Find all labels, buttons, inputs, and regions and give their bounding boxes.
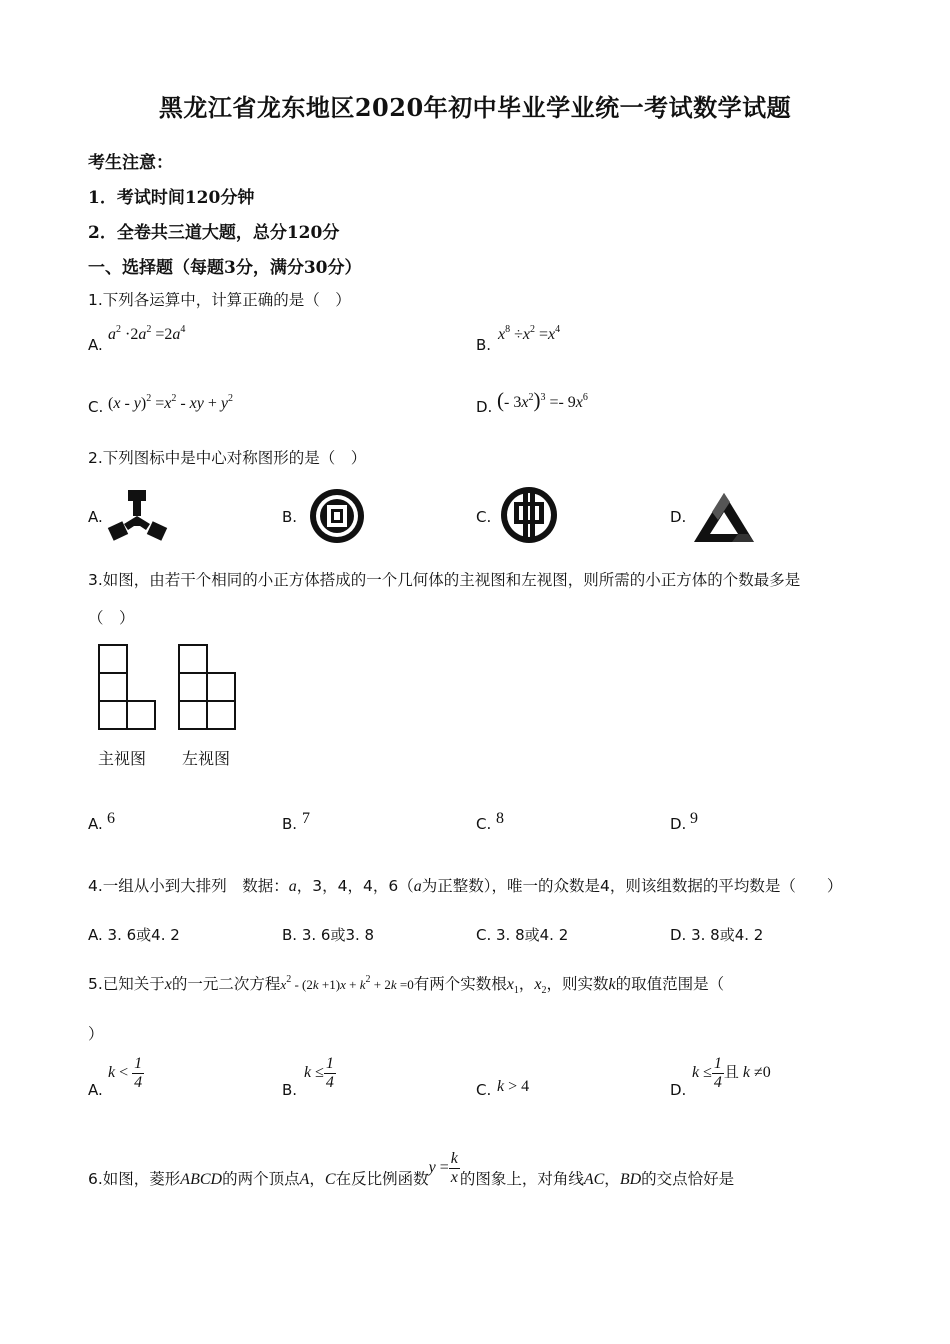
q2-option-b-icon [306,486,368,546]
q1-option-c-math: $(x - y)^2 =x^2$ - xy + $y^2$ [108,393,234,412]
q5-option-d-math: k ≤ $\frac{1}{4}$ 且 k ≠0 [692,1055,771,1091]
q3-stem-cont: （ ） [88,609,135,627]
notice-item-2: 2．全卷共三道大题，总分120分 [88,223,340,243]
q3-option-d-label: D. [670,815,687,833]
q5-option-c-label: C. [476,1081,492,1099]
q6-stem: 6.如图，菱形ABCD的两个顶点A，C在反比例函数y = $\frac{k}{x}$ 的图象上，对角线AC，BD的交点恰好是 [88,1150,735,1189]
q3-option-d-value: 9 [690,810,698,827]
q5-option-c-math: k > 4 [497,1078,530,1095]
q2-option-a-label: A. [88,508,103,526]
q1-option-a-math: $a^2 \cdot 2a^2 =2a^4$ [108,324,186,343]
q2-option-c-icon [498,484,560,546]
q4-option-c: C. 3. 8或4. 2 [476,926,569,944]
q3-option-b-value: 7 [302,810,310,827]
q5-stem: 5.已知关于x的一元二次方程$x^2 - (2k +1)x + k^2 + 2k =0$有两个实数根$x_1$，$x_2$，则实数k的取值范围是（ [88,974,725,996]
q4-option-a: A. 3. 6或4. 2 [88,926,180,944]
q3-option-c-value: 8 [496,810,504,827]
q5-option-b-math: k ≤ $\frac{1}{4}$ [304,1055,334,1091]
q3-stem: 3.如图，由若干个相同的小正方体搭成的一个几何体的主视图和左视图，则所需的小正方体的个数最多是 [88,571,801,589]
q5-stem-cont: ） [88,1025,104,1043]
q2-option-a-icon [106,488,170,544]
q4-stem: 4.一组从小到大排列 数据：a，3，4，4，6（a为正整数），唯一的众数是4，则该组数据的平均数是（ ） [88,877,843,895]
notice-heading: 考生注意： [88,153,173,173]
section-heading: 一、选择题（每题3分，满分30分） [88,258,362,278]
page-title: 黑龙江省龙东地区2020年初中毕业学业统一考试数学试题 [158,93,792,122]
q1-option-d-math: (- $3x^2)^3 =- 9x^6$ [497,388,588,412]
q5-option-a-label: A. [88,1081,103,1099]
q3-option-a-label: A. [88,815,103,833]
q2-option-c-label: C. [476,508,492,526]
q2-option-d-icon [692,490,756,546]
q1-option-a-label: A. [88,336,103,354]
q1-option-b-math: $x^8 \div x^2 =x^4$ [498,324,561,343]
q1-option-b-label: B. [476,336,492,354]
q3-front-caption: 主视图 [98,749,147,768]
q5-option-a-math: k < $\frac{1}{4}$ [108,1055,143,1091]
q3-option-c-label: C. [476,815,492,833]
q3-left-caption: 左视图 [182,749,231,768]
q2-stem: 2.下列图标中是中心对称图形的是（ ） [88,449,367,467]
q4-option-d: D. 3. 8或4. 2 [670,926,764,944]
q5-option-b-label: B. [282,1081,298,1099]
q3-option-b-label: B. [282,815,298,833]
q2-option-b-label: B. [282,508,298,526]
q3-left-view [176,642,240,734]
q5-option-d-label: D. [670,1081,687,1099]
q3-option-a-value: 6 [107,810,115,827]
q3-front-view [96,642,160,734]
notice-item-1: 1．考试时间120分钟 [88,188,255,208]
q1-option-d-label: D. [476,398,493,416]
q1-option-c-label: C. [88,398,104,416]
q4-option-b: B. 3. 6或3. 8 [282,926,375,944]
q2-option-d-label: D. [670,508,687,526]
q1-stem: 1.下列各运算中，计算正确的是（ ） [88,291,351,309]
